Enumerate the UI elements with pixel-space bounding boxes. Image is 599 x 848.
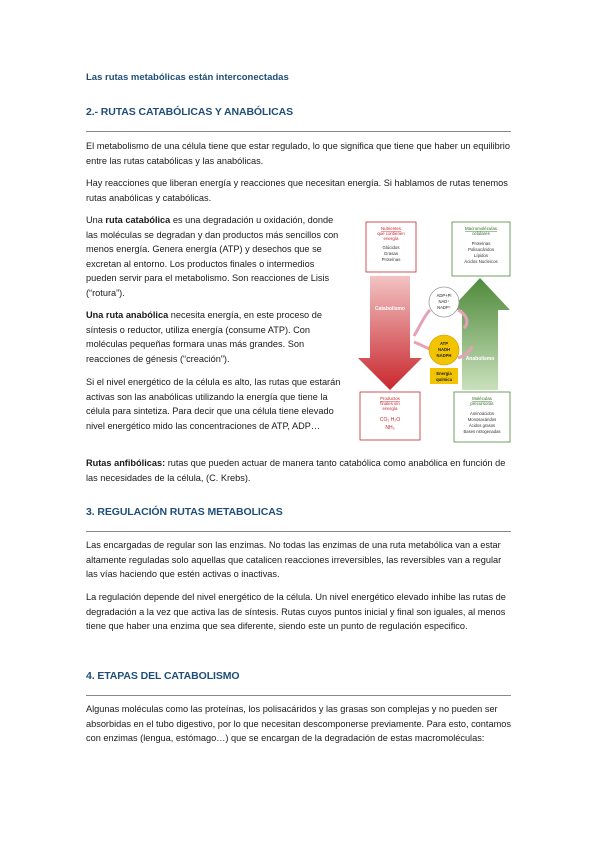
anabolism-arrow [450, 278, 510, 390]
macro-item: Ácidos Nucleicos [464, 259, 498, 264]
macro-title: Macromoléculas [465, 226, 497, 231]
adp-line: NAD⁺ [438, 299, 450, 304]
metabolism-diagram [354, 218, 514, 444]
paragraph-anabolica [86, 308, 346, 366]
anfibolicas-text: rutas que pueden actuar de manera tanto catabólica como anabólica en función de las necesidades de la célula, (C. Krebs). [86, 458, 506, 483]
paragraph-nivel-energetico: Si el nivel energético de la célula es alto, las rutas que estarán activas son las anabólicas utilizando la energía que tiene la célula para sintetiza. Para decir que una célula tiene elevado nivel energético mido las concentraciones de ATP, ADP… [86, 377, 341, 431]
page-title: Las rutas metabólicas están interconectadas [86, 72, 289, 83]
paragraph-regulacion: La regulación depende del nivel energético de la célula. Un nivel energético elevado inhibe las rutas de degradación a la vez que activa las de síntesis. Rutas cuyos puntos inicial y final son iguales, al menos tiene que haber una enzima que sea diferente, siendo este un punto de regulación especifico. [86, 592, 506, 632]
products-title-3: energía [382, 406, 398, 411]
nutrients-title: Nutrientes [380, 226, 402, 231]
adp-line: ADP+Pi [436, 293, 452, 298]
macro-item: Polisacáridos [467, 247, 495, 252]
anabolica-text: necesita energía, en este proceso de síntesis o reductor, utiliza energía (consume ATP). Con moléculas pequeñas formara unas más grandes. Son reacciones de génesis (“creación”). [86, 310, 322, 364]
nutrient-item: Proteínas [381, 257, 401, 262]
precursor-item: Aminoácidos [470, 411, 494, 416]
macro-item: Proteínas [471, 241, 491, 246]
catabolica-text: es una degradación u oxidación, donde las moléculas se degradan y dan productos más sencillos con menos energía. Genera energía (ATP) y desechos que se excretan al entorno. Los productos finales o intermedios pueden servir para el metabolismo. Son reacciones de Lisis (“rotura”). [86, 215, 339, 298]
precursors-title-2: precursoras [470, 401, 494, 406]
atp-line: ATP [439, 341, 449, 346]
energia-label-2: química [436, 377, 452, 382]
paragraph-metabolismo: El metabolismo de una célula tiene que estar regulado, lo que significa que tiene que haber un equilibrio entre las rutas catabólicas y las anabólicas. [86, 141, 510, 166]
paragraph-etapas: Algunas moléculas como las proteínas, los polisacáridos y las grasas son complejas y no pueden ser absorbidas en el tubo digestivo, por lo que necesitan descomponerse previamente. Para esto, contamos con enzimas (lengua, estómago…) que se encargan de la degradación de estas macromoléculas: [86, 704, 511, 744]
atp-line: NADH [437, 347, 451, 352]
section-heading-regulacion: 3. REGULACIÓN RUTAS METABOLICAS [86, 506, 283, 518]
nutrients-title-2: que contienen [377, 231, 405, 236]
paragraph-catabolica [86, 213, 346, 301]
term-ruta-catabolica: ruta catabólica [105, 215, 171, 225]
macro-item: Lípidos [473, 253, 489, 258]
adp-line: NADP⁺ [437, 305, 451, 310]
nutrient-item: Grasas [383, 251, 399, 256]
product-item: NH₃ [385, 425, 395, 431]
precursors-title: Moléculas [472, 396, 492, 401]
term-ruta-anabolica: Una ruta anabólica [86, 310, 169, 320]
paragraph-enzimas: Las encargadas de regular son las enzimas. No todas las enzimas de una ruta metabólica van a estar altamente reguladas solo aquellas que catalicen reacciones irreversibles, las reversibles van a regular las vías haciendo que estén activas o inactivas. [86, 540, 502, 580]
section-divider [86, 695, 511, 696]
atp-line: NADPH [436, 353, 452, 358]
paragraph-reacciones: Hay reacciones que liberan energía y reacciones que necesitan energía. Si hablamos de rutas tenemos rutas anabólicas y catabólicas. [86, 178, 508, 203]
section-divider [86, 531, 511, 532]
macro-title-2: celulares [472, 231, 490, 236]
nutrient-item: Glúcidos [382, 245, 400, 250]
section-heading-catabolismo: 4. ETAPAS DEL CATABOLISMO [86, 670, 240, 682]
section-heading-rutas: 2.- RUTAS CATABÓLICAS Y ANABÓLICAS [86, 106, 293, 118]
products-title-2: finales sin [380, 401, 400, 406]
section-divider [86, 131, 511, 132]
energia-label: Energía [436, 371, 452, 376]
catabolism-label: Catabolismo [374, 306, 406, 312]
catabolica-pre: Una [86, 215, 106, 225]
precursor-item: Bases nitrogenadas [463, 429, 501, 434]
paragraph-anfibolicas [86, 456, 514, 485]
precursor-item: Ácidos grasos [468, 423, 496, 428]
term-rutas-anfibolicas: Rutas anfibólicas: [86, 458, 166, 468]
precursor-item: Monosacáridos [467, 417, 497, 422]
catabolism-arrow [358, 276, 422, 390]
nutrients-title-3: energía [383, 236, 399, 241]
products-title: Productos [380, 396, 400, 401]
connector-arrow [414, 310, 430, 336]
anabolism-label: Anabolismo [465, 356, 495, 362]
product-item: CO₂ H₂O [379, 417, 401, 423]
